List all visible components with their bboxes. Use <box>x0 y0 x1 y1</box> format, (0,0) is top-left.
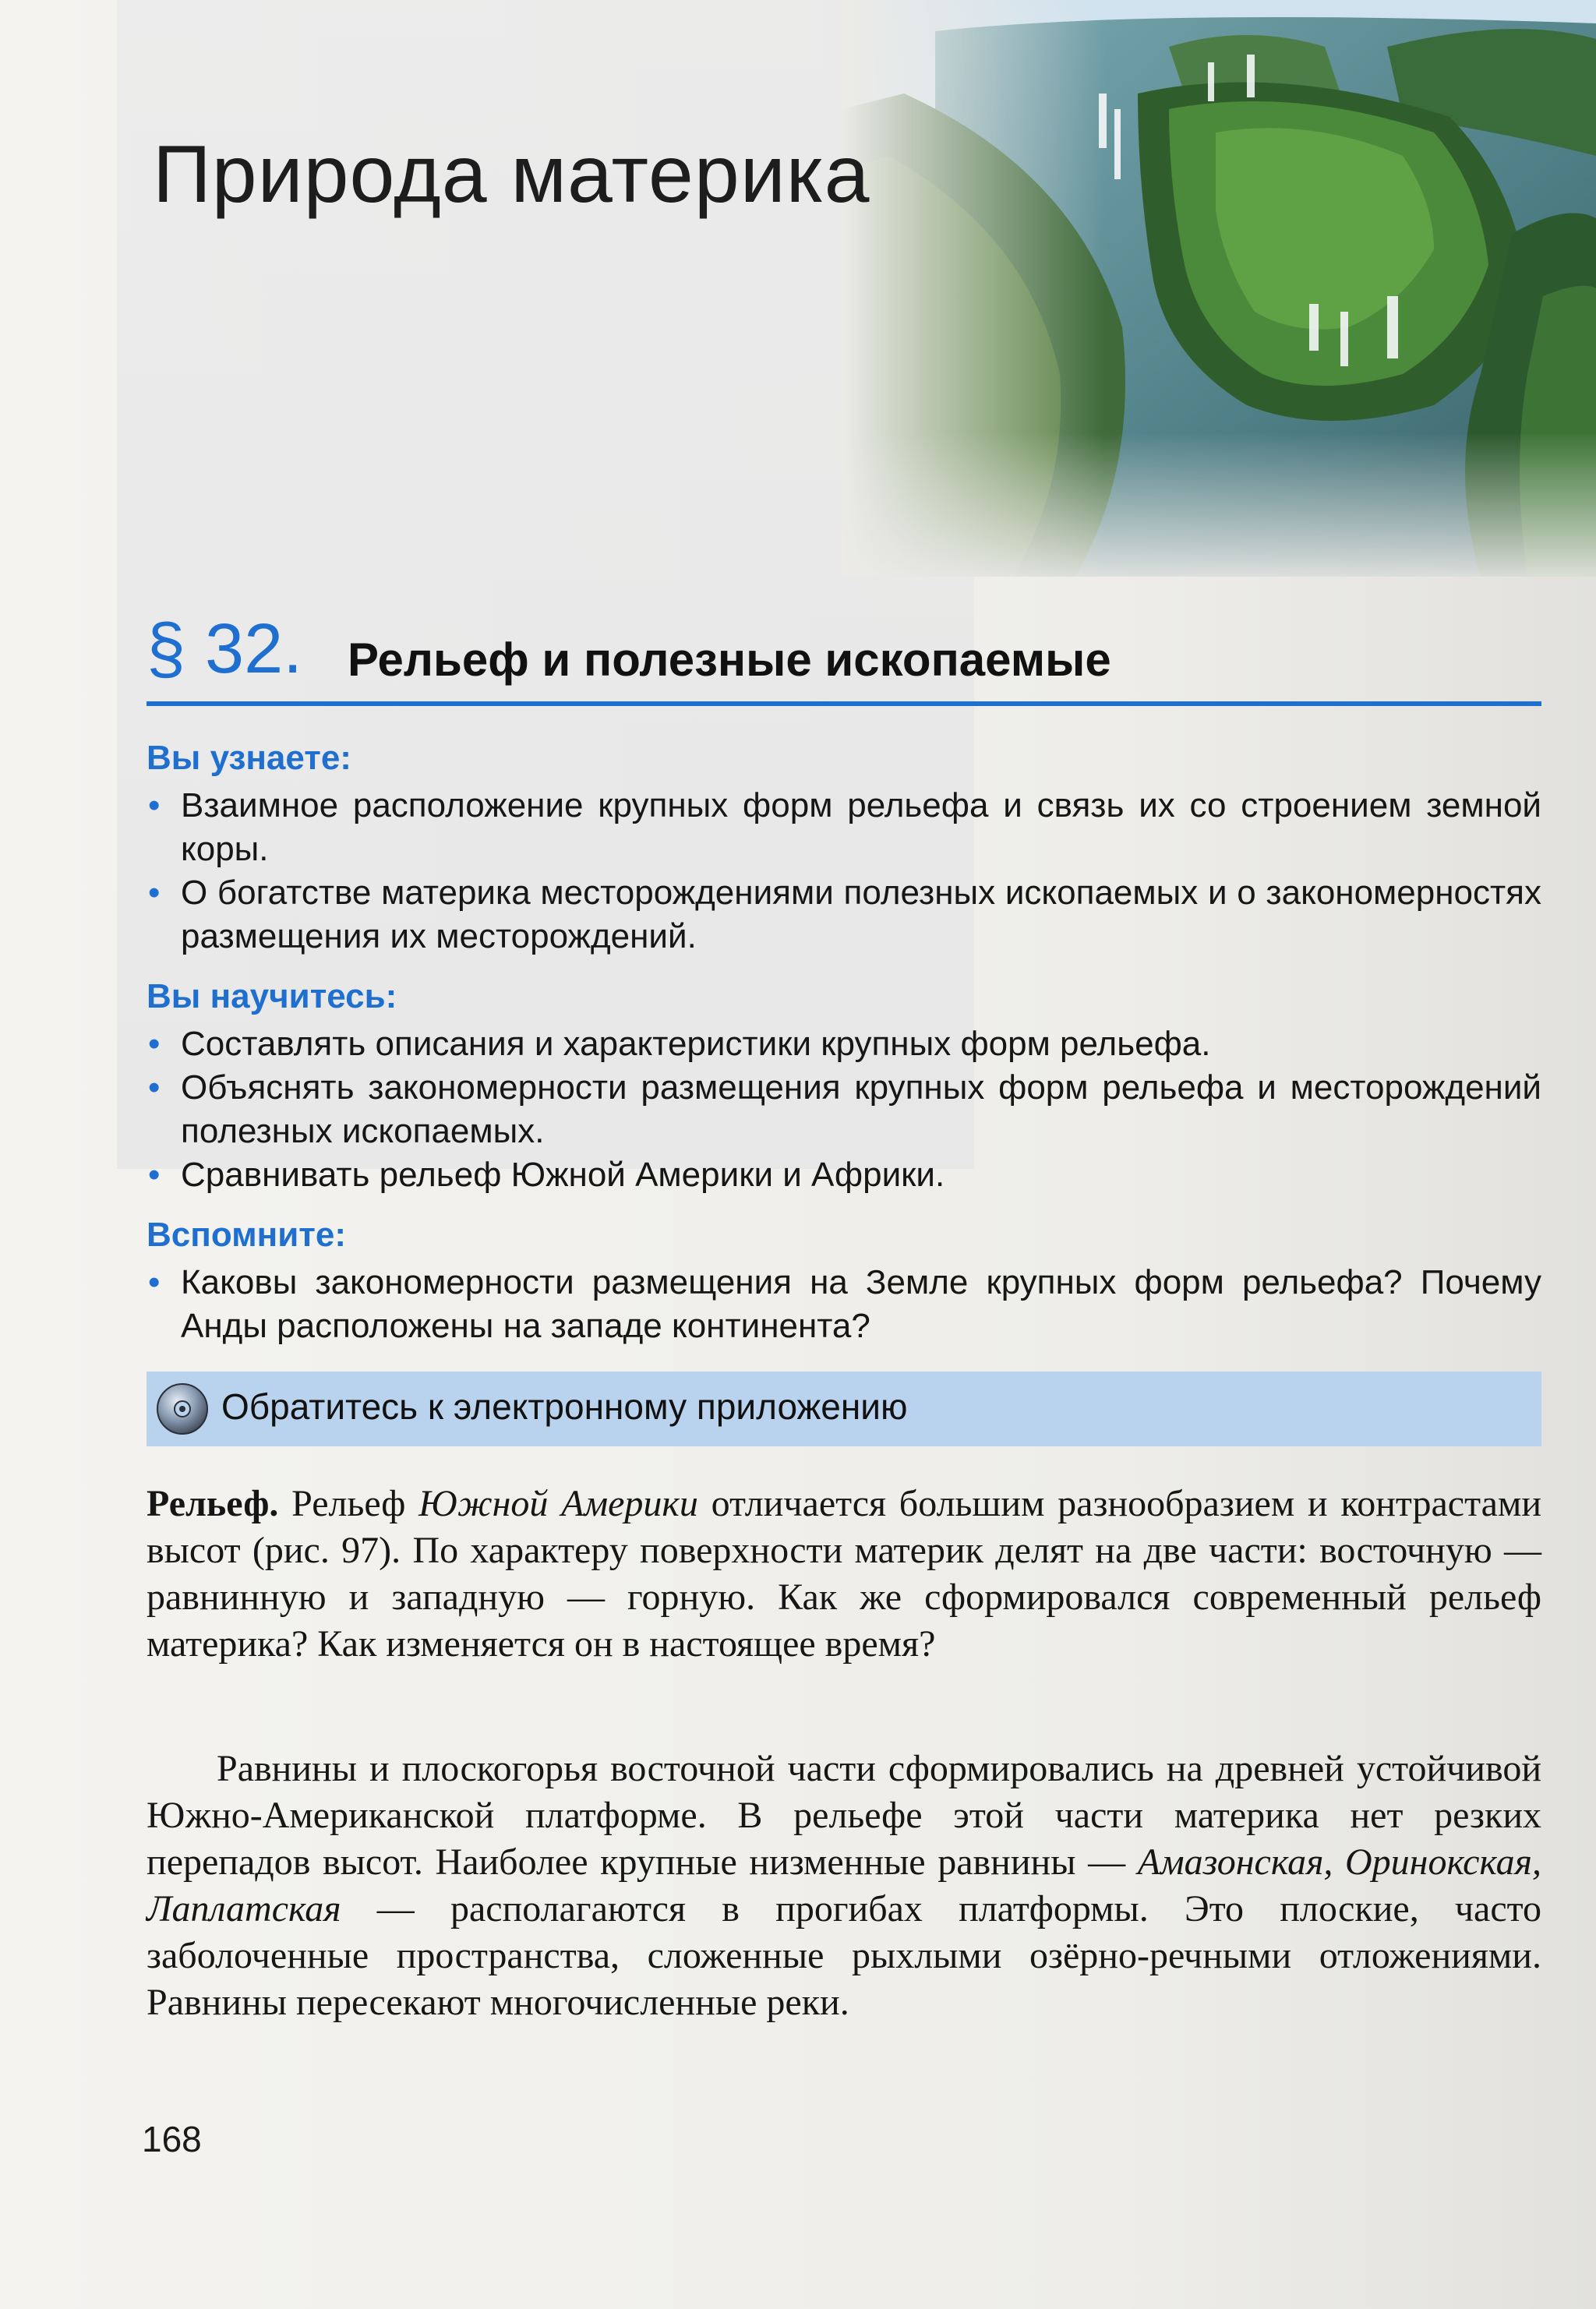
paragraph-title: Рельеф и полезные ископаемые <box>348 634 1111 686</box>
list-item: • Сравнивать рельеф Южной Америки и Африки. <box>147 1153 1541 1197</box>
learn-heading: Вы узнаете: <box>147 739 351 777</box>
list-item: • Взаимное расположение крупных форм рельефа и связь их со строением земной коры. <box>147 784 1541 871</box>
bullet-icon: • <box>148 1068 161 1107</box>
paragraph-number: § 32. <box>147 610 303 688</box>
list-item: • Объяснять закономерности размещения крупных форм рельефа и месторождений полезных ископаемых. <box>147 1066 1541 1153</box>
electronic-app-link[interactable] <box>147 1372 1541 1446</box>
bullet-icon: • <box>148 1156 161 1194</box>
cd-disc-icon <box>156 1382 209 1435</box>
list-item: • Составлять описания и характеристики крупных форм рельефа. <box>147 1022 1541 1066</box>
skills-heading: Вы научитесь: <box>147 977 397 1015</box>
bullet-icon: • <box>148 874 161 912</box>
recall-list <box>147 1261 1541 1348</box>
electronic-app-label: Обратитесь к электронному приложению <box>221 1386 908 1427</box>
skills-list <box>147 1022 1541 1197</box>
chapter-title: Природа материка <box>153 129 870 220</box>
waterfall-photo <box>842 0 1596 577</box>
bullet-icon: • <box>148 1025 161 1063</box>
learn-list <box>147 784 1541 959</box>
list-item: • Каковы закономерности размещения на Земле крупных форм рельефа? Почему Анды расположены на западе континента? <box>147 1261 1541 1348</box>
page-number: 168 <box>142 2119 202 2159</box>
body-paragraph-plains: Равнины и плоскогорья восточной части сформировались на древней устойчивой Южно-Американской платформе. В рельефе этой части материка нет резких перепадов высот. Наиболее крупные низменные равнины — Амазонская, Оринокская, Лаплатская — располагаются в прогибах платформы. Это плоские, часто заболоченные пространства, сложенные рыхлыми озёрно-речными отложениями. Равнины пересекают многочисленные реки. <box>147 1748 1541 2023</box>
bullet-icon: • <box>148 1263 161 1301</box>
recall-heading: Вспомните: <box>147 1216 346 1254</box>
list-item: • О богатстве материка месторождениями полезных ископаемых и о закономерностях размещения их месторождений. <box>147 871 1541 959</box>
paragraph-header <box>147 610 1541 706</box>
body-paragraph-relief: Рельеф. Рельеф Южной Америки отличается большим разнообразием и контрастами высот (рис. 97). По характеру поверхности материк делят на две части: восточную — равнинную и западную — горную. Как же сформировался современный рельеф материка? Как изменяется он в настоящее время? <box>147 1483 1542 1665</box>
bullet-icon: • <box>148 786 161 824</box>
